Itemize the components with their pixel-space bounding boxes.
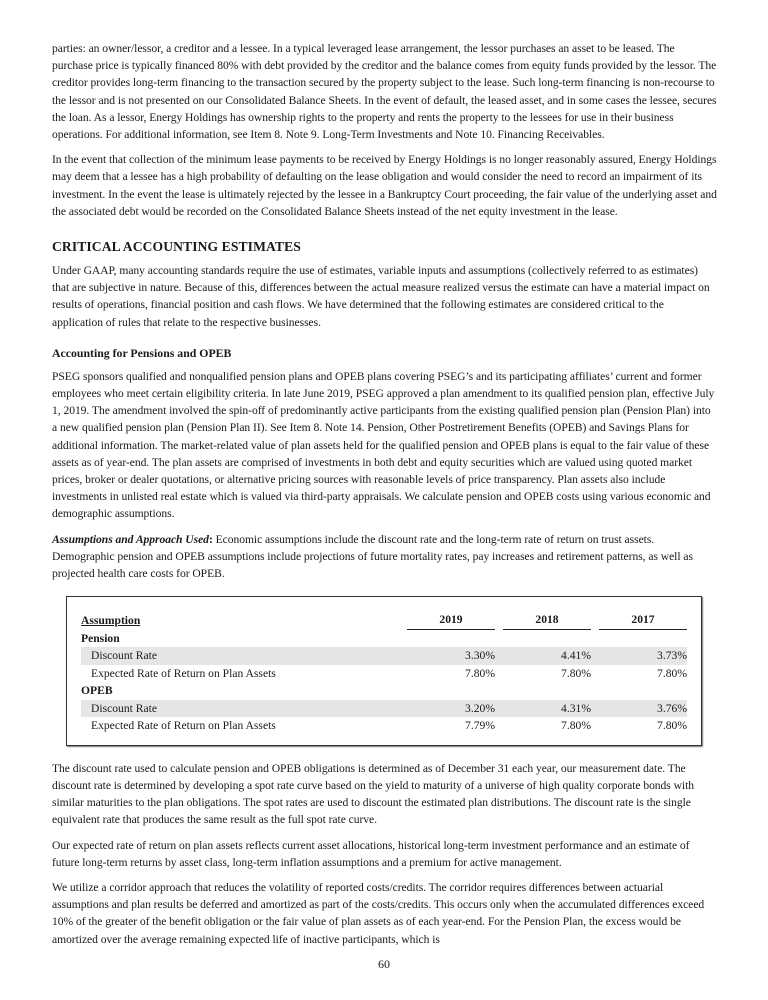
section-heading-critical-estimates: CRITICAL ACCOUNTING ESTIMATES — [52, 239, 301, 255]
row-label: Discount Rate — [81, 700, 407, 718]
cell-value: 7.80% — [561, 666, 591, 680]
header-year-2018: 2018 — [503, 611, 591, 630]
assumptions-lead-text: Assumptions and Approach Used — [52, 532, 209, 546]
paragraph-expected-return: Our expected rate of return on plan assets reflects current asset allocations, historical long-term investment performance and an estimate of future long-term returns by asset class, long-term inflation assumptions and a premium for active management. — [52, 838, 690, 869]
table-row — [81, 647, 687, 665]
subsection-heading-pensions-opeb: Accounting for Pensions and OPEB — [52, 345, 232, 360]
table-row — [81, 665, 687, 683]
paragraph-assumptions-approach — [52, 531, 717, 583]
paragraph-critical-estimates-intro: Under GAAP, many accounting standards require the use of estimates, variable inputs and assumptions (collectively referred to as estimates) that are subjective in nature. Because of this, differences between the actual measure realized versus the estimate can have a material impact on results of operations, financial position and cash flows. We have determined that the following estimates are considered critical to the application of rules that relate to the respective businesses. — [52, 264, 710, 329]
cell-value: 7.80% — [657, 666, 687, 680]
header-assumption: Assumption — [81, 613, 141, 627]
page-number: 60 — [378, 957, 390, 971]
cell-value: 3.73% — [599, 647, 687, 665]
paragraph-leveraged-lease: parties: an owner/lessor, a creditor and a lessee. In a typical leveraged lease arrangement, the lessor purchases an asset to be leased. The purchase price is typically financed 80% with debt provided by the creditor and the balance comes from equity funds provided by the lessor. The creditor provides long-term financing to the transaction secured by the property subject to the lease. Such long-term financing is non-recourse to the lessor and is not presented on our Consolidated Balance Sheets. In the event of default, the leased asset, and in some cases the lessee, secures the loan. As a lessor, Energy Holdings has ownership rights to the property and rents the property to the lessees for use in their business operations. For additional information, see Item 8. Note 9. Long-Term Investments and Note 10. Financing Receivables. — [52, 42, 717, 142]
cell-value: 3.20% — [407, 700, 495, 718]
group-label-pension: Pension — [81, 631, 120, 645]
document-page — [52, 40, 717, 956]
table-header-row — [81, 611, 687, 630]
row-label: Expected Rate of Return on Plan Assets — [91, 719, 276, 733]
header-year-2017: 2017 — [599, 611, 687, 630]
row-label: Discount Rate — [81, 647, 407, 665]
row-label: Expected Rate of Return on Plan Assets — [91, 666, 276, 680]
header-year-2019: 2019 — [407, 611, 495, 630]
cell-value: 3.30% — [407, 647, 495, 665]
table-row — [81, 717, 687, 735]
assumptions-table — [81, 611, 687, 735]
group-label-opeb: OPEB — [81, 684, 113, 698]
cell-value: 7.80% — [465, 666, 495, 680]
cell-value: 7.79% — [465, 719, 495, 733]
table-group-row — [81, 682, 687, 700]
assumptions-table-box — [66, 596, 702, 746]
paragraph-corridor-approach: We utilize a corridor approach that reduces the volatility of reported costs/credits. The corridor requires differences between actuarial assumptions and plan results be deferred and amortized as part of the costs/credits. This occurs only when the accumulated differences exceed 10% of the greater of the benefit obligation or the fair value of plan assets as of each year-end. For the Pension Plan, the excess would be amortized over the average remaining expected life of inactive participants, which is — [52, 881, 705, 946]
cell-value: 7.80% — [657, 719, 687, 733]
cell-value: 4.41% — [503, 647, 591, 665]
table-group-row — [81, 630, 687, 648]
paragraph-pensions-opeb: PSEG sponsors qualified and nonqualified pension plans and OPEB plans covering PSEG’s and its participating affiliates’ current and former employees who meet certain eligibility criteria. In late June 2019, PSEG approved a plan amendment to its qualified pension plan, effective July 1, 2019. The amendment involved the spin-off of predominantly active participants from the existing qualified pension plan (Pension Plan) into a new qualified pension plan (Pension Plan II). See Item 8. Note 14. Pension, Other Postretirement Benefits (OPEB) and Savings Plans for additional information. The market-related value of plan assets held for the qualified pension and OPEB plans is equal to the fair value of these assets as of year-end. The plan assets are comprised of investments in both debt and equity securities which are valued using quoted market prices, broker or dealer quotations, or alternative pricing sources with reasonable levels of price transparency. Plan assets also include investments in unlisted real estate which is valued via third-party appraisals. We calculate pension and OPEB costs using various economic and demographic assumptions. — [52, 369, 715, 521]
paragraph-discount-rate: The discount rate used to calculate pension and OPEB obligations is determined as of December 31 each year, our measurement date. The discount rate is determined by developing a spot rate curve based on the yield to maturity of a universe of high quality corporate bonds with similar maturities to the plan obligations. The spot rates are used to discount the estimated plan distributions. The discount rate is the single equivalent rate that produces the same result as the full spot rate curve. — [52, 761, 695, 827]
cell-value: 4.31% — [503, 700, 591, 718]
paragraph-lease-impairment: In the event that collection of the minimum lease payments to be received by Energy Holdings is no longer reasonably assured, Energy Holdings may deem that a lessee has a high probability of defaulting on the lease obligation and would consider the need to record an impairment of its investment. In the event the lease is ultimately rejected by the lessee in a Bankruptcy Court proceeding, the fair value of the underlying asset and the associated debt would be recorded on the Consolidated Balance Sheets instead of the net equity investment in the lease. — [52, 153, 717, 218]
cell-value: 3.76% — [599, 700, 687, 718]
cell-value: 7.80% — [561, 719, 591, 733]
assumptions-body-text: Economic assumptions include the discount rate and the long-term rate of return on trust assets. Demographic pension and OPEB assumptions include projections of future mortality rates, pay increases and retirement patterns, as well as projected health care costs for OPEB. — [52, 532, 693, 581]
assumptions-colon: : — [208, 532, 213, 546]
table-row — [81, 700, 687, 718]
